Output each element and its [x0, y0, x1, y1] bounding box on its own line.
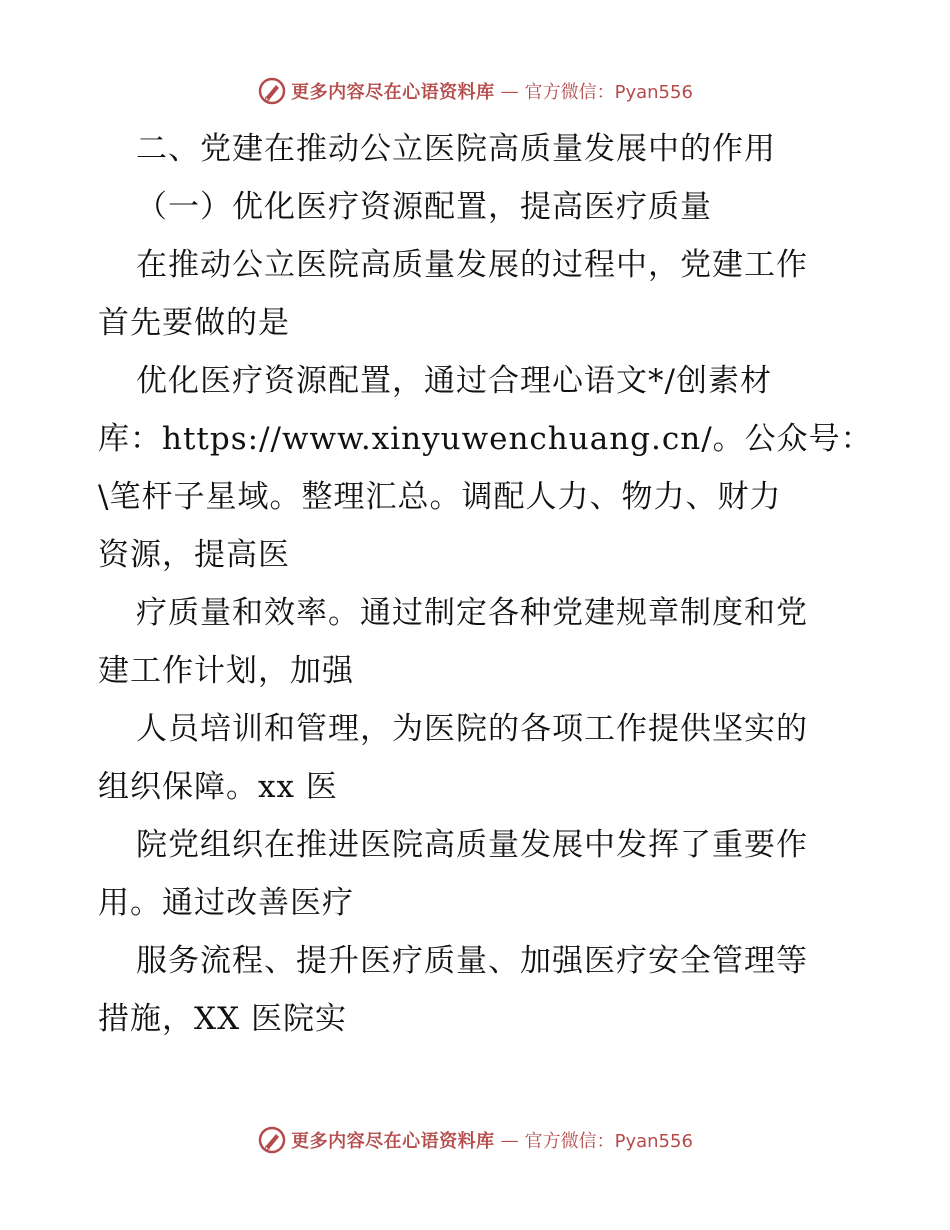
paragraph-line: 组织保障。xx 医 [98, 769, 338, 805]
paragraph-line: 库：https://www.xinyuwenchuang.cn/。公众号： [98, 421, 873, 457]
watermark-dash: — [500, 1129, 519, 1151]
header-watermark [0, 76, 950, 106]
watermark-wechat: 官方微信：Pyan556 [524, 1131, 693, 1152]
paragraph-line: 措施，XX 医院实 [98, 1001, 347, 1037]
paragraph-line: 服务流程、提升医疗质量、加强医疗安全管理等 [136, 943, 808, 979]
paragraph-line: 优化医疗资源配置，通过合理心语文*/创素材 [136, 363, 772, 399]
footer-watermark [0, 1125, 950, 1155]
document-body [98, 120, 873, 1048]
pen-logo-icon [257, 1125, 287, 1155]
paragraph-line: \笔杆子星域。整理汇总。调配人力、物力、财力 [98, 479, 782, 515]
section-heading: 二、党建在推动公立医院高质量发展中的作用 [136, 131, 776, 167]
paragraph-line: 在推动公立医院高质量发展的过程中，党建工作 [136, 247, 808, 283]
pen-logo-icon [257, 76, 287, 106]
subsection-heading: （一）优化医疗资源配置，提高医疗质量 [136, 189, 712, 225]
paragraph-line: 首先要做的是 [98, 305, 290, 341]
paragraph-line: 人员培训和管理，为医院的各项工作提供坚实的 [136, 711, 808, 747]
watermark-dash: — [500, 80, 519, 102]
paragraph-line: 资源，提高医 [98, 537, 290, 573]
paragraph-line: 院党组织在推进医院高质量发展中发挥了重要作 [136, 827, 808, 863]
paragraph-line: 用。通过改善医疗 [98, 885, 354, 921]
watermark-text: 更多内容尽在心语资料库 [291, 82, 495, 103]
paragraph-line: 疗质量和效率。通过制定各种党建规章制度和党 [136, 595, 808, 631]
watermark-wechat: 官方微信：Pyan556 [524, 82, 693, 103]
paragraph-line: 建工作计划，加强 [98, 653, 354, 689]
watermark-text: 更多内容尽在心语资料库 [291, 1131, 495, 1152]
